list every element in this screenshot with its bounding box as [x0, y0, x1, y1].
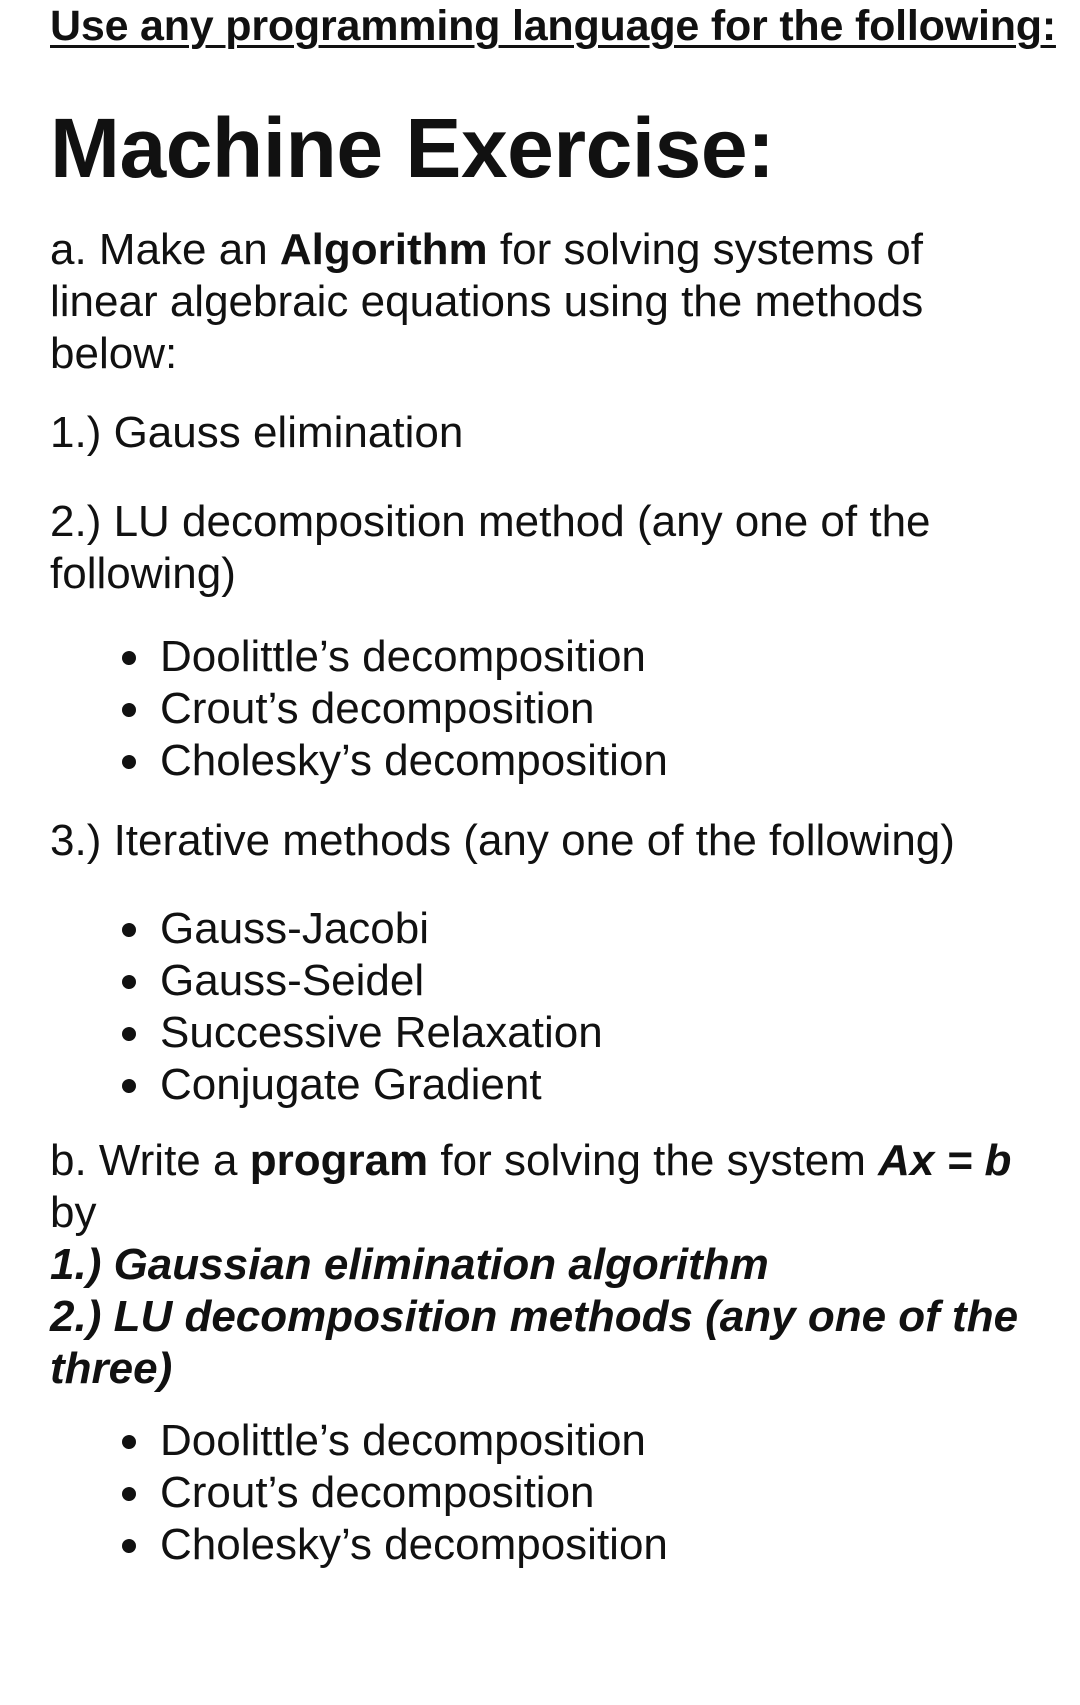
- list-item: Doolittle’s decomposition: [120, 1415, 668, 1467]
- part-a-intro: [50, 224, 1040, 380]
- bullet-icon: [122, 1539, 136, 1553]
- bullet-icon: [122, 755, 136, 769]
- bullet-icon: [122, 651, 136, 665]
- iterative-methods-list: [120, 903, 603, 1111]
- list-item: Cholesky’s decomposition: [120, 735, 668, 787]
- bullet-icon: [122, 1079, 136, 1093]
- page-title: Machine Exercise:: [50, 101, 775, 195]
- algorithm-bold: Algorithm: [279, 225, 488, 274]
- part-b-by: by: [50, 1188, 97, 1237]
- list-item: Crout’s decomposition: [120, 683, 668, 735]
- bullet-icon: [122, 975, 136, 989]
- list-item: Doolittle’s decomposition: [120, 631, 668, 683]
- bullet-icon: [122, 1027, 136, 1041]
- list-item: Gauss-Seidel: [120, 955, 603, 1007]
- bullet-icon: [122, 703, 136, 717]
- part-b-line-2: 2.) LU decomposition methods (any one of the three): [50, 1292, 1019, 1393]
- method-item-3: 3.) Iterative methods (any one of the following): [50, 816, 955, 865]
- part-a-prefix: a. Make an: [50, 225, 280, 274]
- instruction-heading: Use any programming language for the following:: [50, 2, 1056, 50]
- part-b-middle: for solving the system: [428, 1136, 879, 1185]
- list-item: Successive Relaxation: [120, 1007, 603, 1059]
- bullet-icon: [122, 1487, 136, 1501]
- list-item: Conjugate Gradient: [120, 1059, 603, 1111]
- bullet-icon: [122, 923, 136, 937]
- list-item: Crout’s decomposition: [120, 1467, 668, 1519]
- part-b-intro: [50, 1135, 1040, 1395]
- bullet-icon: [122, 1435, 136, 1449]
- method-item-1: 1.) Gauss elimination: [50, 408, 464, 457]
- method-item-2: 2.) LU decomposition method (any one of the following): [50, 497, 931, 598]
- part-b-prefix: b. Write a: [50, 1136, 250, 1185]
- program-bold: program: [249, 1136, 429, 1185]
- list-item: Gauss-Jacobi: [120, 903, 603, 955]
- lu-methods-list: [120, 631, 668, 787]
- list-item: Cholesky’s decomposition: [120, 1519, 668, 1571]
- part-a-suffix: for solving systems of linear algebraic equations using the methods below:: [50, 225, 924, 378]
- part-b-line-1: 1.) Gaussian elimination algorithm: [50, 1240, 769, 1289]
- part-b-decomposition-list: [120, 1415, 668, 1571]
- equation-text: Ax = b: [878, 1136, 1012, 1185]
